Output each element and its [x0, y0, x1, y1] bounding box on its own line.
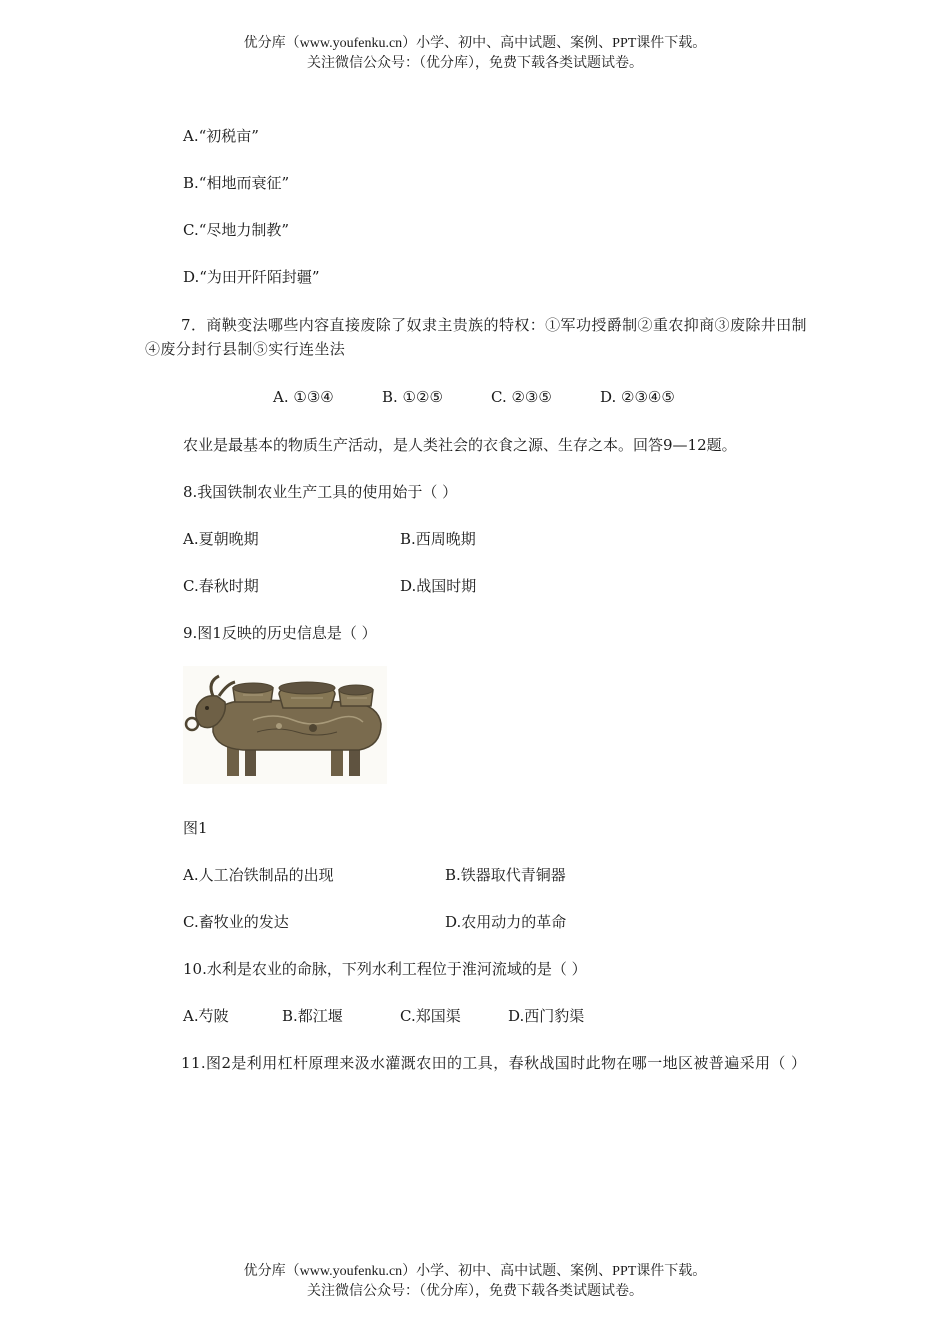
- q10-option-a: A.芍陂: [183, 1007, 229, 1025]
- q9-stem: 9.图1反映的历史信息是（ ）: [183, 624, 377, 642]
- q7-option-d: D. ②③④⑤: [600, 388, 675, 406]
- q10-option-c: C.郑国渠: [400, 1007, 461, 1025]
- q10-option-b: B.都江堰: [282, 1007, 343, 1025]
- header-line-2: 关注微信公众号：（优分库），免费下载各类试题试卷。: [307, 56, 643, 71]
- q7-option-a: A. ①③④: [273, 388, 334, 406]
- q9-option-a: A.人工冶铁制品的出现: [183, 866, 334, 884]
- page-footer: [0, 1262, 950, 1302]
- q7-stem: 7．商鞅变法哪些内容直接废除了奴隶主贵族的特权：①军功授爵制②重农抑商③废除井田制④废分封行县制⑤实行连坐法: [145, 316, 807, 358]
- q11-stem: 11.图2是利用杠杆原理来汲水灌溉农田的工具，春秋战国时此物在哪一地区被普遍采用（ ）: [181, 1054, 807, 1072]
- bronze-ox-image: [183, 666, 387, 784]
- q6-option-c: C.“尽地力制教”: [183, 221, 290, 239]
- q8-option-b: B.西周晚期: [400, 530, 476, 548]
- q7-option-b: B. ①②⑤: [382, 388, 443, 406]
- figure-1-caption: 图1: [183, 819, 208, 837]
- header-line-1: 优分库（www.youfenku.cn）小学、初中、高中试题、案例、PPT课件下载。: [243, 36, 707, 51]
- bronze-ox-figure: [183, 666, 387, 784]
- q10-stem: 10.水利是农业的命脉，下列水利工程位于淮河流域的是（ ）: [183, 960, 587, 978]
- q9-option-d: D.农用动力的革命: [445, 913, 567, 931]
- q8-option-c: C.春秋时期: [183, 577, 259, 595]
- footer-line-2: 关注微信公众号：（优分库），免费下载各类试题试卷。: [307, 1284, 643, 1299]
- q6-option-b: B.“相地而衰征”: [183, 174, 290, 192]
- q8-option-d: D.战国时期: [400, 577, 477, 595]
- q10-option-d: D.西门豹渠: [508, 1007, 585, 1025]
- q9-option-c: C.畜牧业的发达: [183, 913, 289, 931]
- page-header: [0, 34, 950, 74]
- q8-stem: 8.我国铁制农业生产工具的使用始于（ ）: [183, 483, 458, 501]
- q6-option-d: D.“为田开阡陌封疆”: [183, 268, 320, 286]
- q8-option-a: A.夏朝晚期: [183, 530, 259, 548]
- section-intro: 农业是最基本的物质生产活动，是人类社会的衣食之源、生存之本。回答9—12题。: [183, 436, 737, 454]
- footer-line-1: 优分库（www.youfenku.cn）小学、初中、高中试题、案例、PPT课件下载。: [243, 1264, 707, 1279]
- q6-option-a: A.“初税亩”: [183, 127, 259, 145]
- q7-option-c: C. ②③⑤: [491, 388, 552, 406]
- q9-option-b: B.铁器取代青铜器: [445, 866, 566, 884]
